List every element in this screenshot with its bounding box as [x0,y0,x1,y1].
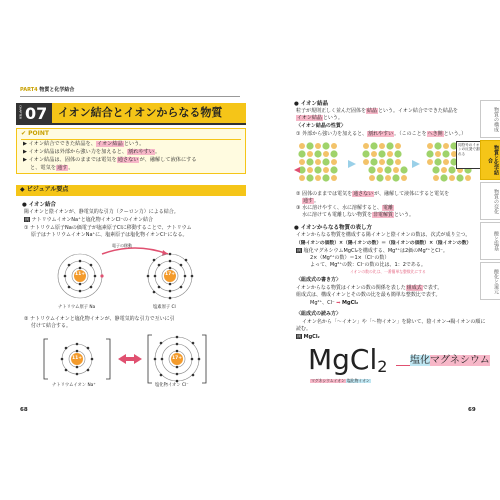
tag-mg-ion: マグネシウムイオン [311,378,345,383]
cation-dot [443,143,449,149]
reading-line-2: 読む。 [296,326,312,332]
ion-diagram [40,333,210,385]
cation-dot [393,167,399,173]
cl-core-label: 17+ [165,272,176,277]
point-item-2: ▶ イオン結晶は外部から強い力を加えると、割れやすい。 [23,149,161,155]
na-atom-label: ナトリウム原子 Na [58,305,96,310]
rep-example-3: よって、Mg²⁺の数：Cl⁻の数の比は、1：2である。 [310,262,426,268]
formula-connector [396,365,410,366]
crystal-prop-2-cont: 通す。 [303,198,320,204]
anion-dot [440,174,447,181]
cation-dot [427,143,433,149]
crystal-prop-3-cont: 水に溶けても電離しない物質を非電解質という。 [302,212,415,218]
anion-dot [426,150,433,157]
crystal-props-title: 〈イオン結晶の性質〉 [296,123,346,129]
anion-dot [368,166,375,173]
right-page [250,0,500,500]
cation-dot [307,151,313,157]
anion-dot [442,150,449,157]
cation-dot [369,175,375,181]
big-name: 塩化マグネシウム [410,355,490,366]
cation-dot [363,159,369,165]
cation-dot [299,143,305,149]
visual-title: ◆ ビジュアル要点 [20,186,69,193]
anion-dot [306,142,313,149]
side-tab-3[interactable]: 物質の変化 [480,182,500,220]
anion-dot [376,174,383,181]
anion-dot [386,158,393,165]
anion-dot [400,166,407,173]
cation-dot [443,159,449,165]
point-box [16,128,246,174]
reading-line-1: イオン名から「～イオン」や「～物イオン」を除いて、陰イオン→陽イオンの順に [302,319,486,325]
composition-line-1: イオンからなる物質はイオンの数の関係を表した組成式で表す。 [296,285,443,291]
point-item-3: ▶ イオン結晶は、固体のままでは電気を通さないが、融解して液体にする [23,157,197,163]
section-ionic-crystal-title: ● イオン結晶 [294,101,329,107]
electron-move-label: 電子の移動 [112,243,132,248]
big-formula: MgCl2 [308,343,388,376]
chapter-tag: CHAPTER [18,105,23,120]
anion-dot [434,158,441,165]
cation-dot [449,175,455,181]
anion-dot [456,174,463,181]
composition-line-2: 組成式は、構成イオンとその数の比を最も簡単な整数比で表す。 [296,292,441,298]
cation-dot [435,151,441,157]
crystal-cleavage-diagram [294,140,474,188]
crystal-prop-3: ③ 水に溶けやすく、水に溶解すると、電離 [296,205,393,211]
attraction-arrow-left [118,354,126,364]
anion-dot [362,150,369,157]
anion-dot [330,166,337,173]
composition-arrow: Mg²⁺、Cl⁻ ➡ MgCl₂ [310,300,359,306]
process-arrow [412,160,420,168]
section-ionic-bond-title: ● イオン結合 [22,202,57,208]
cation-dot [387,151,393,157]
attraction-arrow-right [134,354,142,364]
cation-dot [371,151,377,157]
process-arrow [348,160,356,168]
na-bracket-right [106,339,110,379]
reading-example: 例 MgCl₂ [297,334,320,340]
ionic-bond-definition: 陽イオンと陰イオンが、静電気的な引力（クーロン力）による結合。 [24,209,179,215]
anion-dot [322,174,329,181]
crystal-prop-1: ① 外部から強い力を加えると、割れやすい。（このことをへき開という。） [296,131,467,137]
cl-atom-label: 塩素原子 Cl [153,305,176,310]
electron-move-arrow [102,248,168,254]
section-representation-title: ● イオンからなる物質の表し方 [294,225,373,231]
cation-dot [331,159,337,165]
na-ion-label: ナトリウムイオン Na⁺ [52,383,96,388]
anion-dot [314,150,321,157]
rep-formula: （陽イオンの価数）×（陽イオンの数）＝（陰イオンの価数）×（陰イオンの数） [296,241,472,246]
cation-dot [299,159,305,165]
cation-dot [395,143,401,149]
crystal-prop-2: ② 固体のままでは電気を通さないが、融解して液体にすると電気を [296,191,450,197]
step-2-text-a: ② ナトリウムイオンと塩化物イオンが、静電気的な引力で互いに引 [24,316,175,322]
step-1-text-a: ① ナトリウム原子Naの価電子が塩素原子Clに移動することで、ナトリウム [24,225,192,231]
anion-dot [322,142,329,149]
anion-dot [322,158,329,165]
step-2-text-b: 付けて結合する。 [31,323,72,329]
point-item-3-cont: と、電気を通す。 [30,165,74,171]
example-icon: 例 [297,248,301,253]
chapter-number: 07 [25,104,48,123]
rep-example-2: 2×（Mg²⁺の数）＝1×（Cl⁻の数） [310,255,390,261]
visual-icon: ◆ [20,186,27,193]
visual-header [16,185,246,196]
repulsion-callout-text: 同符号のイオンの反発で割れる [458,143,480,156]
anion-dot [384,166,391,173]
na-ion-core-label: 11+ [72,356,83,361]
cl-bracket-right [202,335,206,383]
cation-dot [315,175,321,181]
point-icon: ✔ [21,130,29,137]
anion-dot [306,174,313,181]
anion-dot [298,150,305,157]
na-core-label: 11+ [75,272,86,277]
chapter-number-box [16,103,52,125]
cation-dot [465,175,471,181]
rep-example-1: 例 塩化マグネシウムMgCl₂を構成する、Mg²⁺は2価のMg²⁺とCl⁻。 [297,248,448,254]
na-bracket-left [44,339,48,379]
side-tab-4[interactable]: 酸と塩基 [480,222,500,260]
chapter-header [16,103,246,125]
cation-dot [323,167,329,173]
cation-dot [377,167,383,173]
anion-dot [392,174,399,181]
anion-dot [378,150,385,157]
part-header-rule [20,96,240,97]
point-item-1: ▶ イオン結合でできた結晶を、イオン結晶という。 [23,141,145,147]
cation-dot [331,143,337,149]
anion-dot [306,158,313,165]
tag-cl-ion: 塩化物イオン [347,378,370,383]
cation-dot [379,143,385,149]
anion-dot [370,158,377,165]
point-title: ✔ POINT [21,130,49,137]
cation-dot [385,175,391,181]
attraction-arrow-body [126,357,134,361]
left-page-number: 68 [20,407,28,413]
anion-dot [448,166,455,173]
cation-dot [299,175,305,181]
example-icon: 例 [297,334,301,339]
cation-dot [315,159,321,165]
force-arrow [294,167,300,173]
side-tab-1[interactable]: 物質の構成 [480,100,500,138]
rep-intro: イオンからなる物質を構成する陽イオンと陰イオンの数は、次式が成り立つ。 [296,232,471,238]
cation-dot [323,151,329,157]
crystal-def-1: 粒子が規則正しく並んだ固体を結晶という。イオン結合でできた結晶を [296,108,458,114]
cation-dot [441,167,447,173]
cation-dot [331,175,337,181]
cation-dot [315,143,321,149]
anion-dot [314,166,321,173]
atom-diagram [40,240,210,308]
rep-note: イオンの数の比は、一番簡単な整数比にする [350,269,426,274]
part-header: PART4 物質と化学結合 [20,87,75,93]
cation-dot [401,175,407,181]
chapter-title: イオン結合とイオンからなる物質 [58,106,223,119]
cation-dot [363,143,369,149]
anion-dot [394,150,401,157]
cl-ion-core-label: 17+ [172,356,183,361]
reading-title: 〈組成式の読み方〉 [296,311,342,317]
point-rule [21,139,241,140]
cation-dot [307,167,313,173]
anion-dot [432,166,439,173]
cation-dot [433,175,439,181]
step-1-text-b: 原子はナトリウムイオンNa⁺に、塩素原子は塩化物イオンCl⁻になる。 [31,232,188,238]
cl-ion-label: 塩化物イオン Cl⁻ [155,383,189,388]
ionic-bond-example-title: 例 ナトリウムイオンNa⁺と塩化物イオンCl⁻のイオン結合 [25,217,153,223]
composition-title: 〈組成式の書き方〉 [296,277,342,283]
example-icon: 例 [25,217,29,222]
anion-dot [330,150,337,157]
right-page-number: 69 [468,407,476,413]
side-tab-5[interactable]: 酸化と還元 [480,262,500,300]
anion-dot [434,142,441,149]
side-tab-2[interactable]: 物質と化学結合 [480,140,500,180]
crystal-def-2: イオン結晶という。 [297,115,343,121]
cation-dot [379,159,385,165]
cation-dot [427,159,433,165]
cl-bracket-left [148,335,152,383]
arrow-right-icon: ➡ [336,300,341,306]
anion-dot [386,142,393,149]
cation-dot [395,159,401,165]
anion-dot [370,142,377,149]
